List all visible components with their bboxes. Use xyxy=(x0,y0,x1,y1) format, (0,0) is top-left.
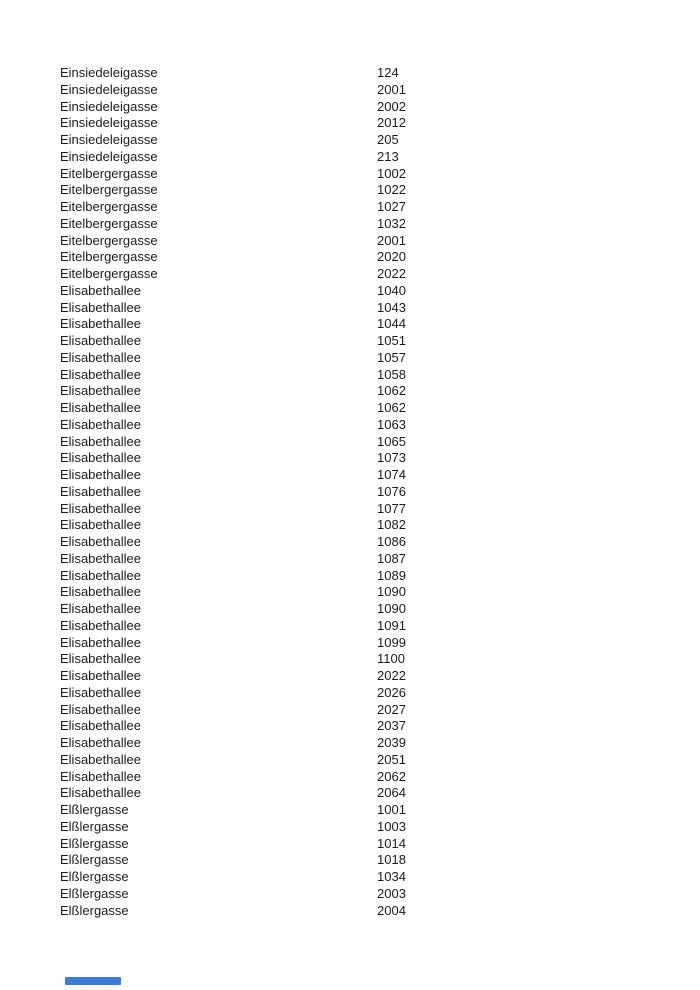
number-cell: 1027 xyxy=(377,199,406,214)
table-row xyxy=(60,869,406,886)
table-row xyxy=(60,416,406,434)
number-cell: 2012 xyxy=(377,115,406,131)
table-row xyxy=(60,299,406,317)
number-cell: 1082 xyxy=(377,517,406,533)
table-row xyxy=(60,584,406,601)
number-cell: 1091 xyxy=(377,617,406,633)
street-name-cell: Eitelbergergasse xyxy=(60,182,158,198)
table-row xyxy=(60,165,406,183)
number-cell: 205 xyxy=(377,132,399,147)
street-name-cell: Elßlergasse xyxy=(60,818,129,834)
number-cell: 1086 xyxy=(377,534,406,549)
number-cell: 1073 xyxy=(377,450,406,466)
number-cell: 1063 xyxy=(377,416,406,432)
street-name-cell: Elisabethallee xyxy=(60,517,141,533)
table-row xyxy=(60,366,406,384)
street-name-cell: Elisabethallee xyxy=(60,718,141,734)
number-cell: 1090 xyxy=(377,584,406,600)
number-cell: 1003 xyxy=(377,818,406,834)
street-name-cell: Elßlergasse xyxy=(60,902,129,918)
number-cell: 1074 xyxy=(377,467,406,482)
number-cell: 1032 xyxy=(377,215,406,231)
street-name-cell: Elisabethallee xyxy=(60,316,141,332)
number-cell: 2004 xyxy=(377,902,406,918)
table-row xyxy=(60,802,406,819)
table-row xyxy=(60,433,406,451)
street-name-cell: Elisabethallee xyxy=(60,601,141,616)
street-name-cell: Eitelbergergasse xyxy=(60,266,158,281)
number-cell: 124 xyxy=(377,65,399,80)
number-cell: 1062 xyxy=(377,383,406,399)
street-name-cell: Elisabethallee xyxy=(60,668,141,683)
table-row xyxy=(60,182,406,199)
table-row xyxy=(60,316,406,333)
street-name-cell: Einsiedeleigasse xyxy=(60,148,158,164)
table-row xyxy=(60,349,406,367)
table-row xyxy=(60,132,399,149)
table-row xyxy=(60,668,406,685)
street-name-cell: Elisabethallee xyxy=(60,450,141,466)
number-cell: 1034 xyxy=(377,869,406,884)
street-name-cell: Elßlergasse xyxy=(60,885,129,901)
table-row xyxy=(60,567,406,585)
number-cell: 1022 xyxy=(377,182,406,198)
number-cell: 1089 xyxy=(377,567,406,583)
street-name-cell: Eitelbergergasse xyxy=(60,249,158,265)
street-name-cell: Elisabethallee xyxy=(60,483,141,499)
table-row xyxy=(60,534,406,551)
table-row xyxy=(60,81,406,99)
street-name-cell: Elisabethallee xyxy=(60,584,141,600)
street-name-cell: Elßlergasse xyxy=(60,835,129,851)
number-cell: 2022 xyxy=(377,668,406,683)
table-row xyxy=(60,148,399,166)
table-row xyxy=(60,483,406,501)
street-name-cell: Elisabethallee xyxy=(60,333,141,348)
street-name-cell: Elßlergasse xyxy=(60,852,129,868)
table-row xyxy=(60,266,406,283)
table-row xyxy=(60,768,406,786)
street-name-cell: Elisabethallee xyxy=(60,768,141,784)
number-cell: 2001 xyxy=(377,81,406,97)
number-cell: 1058 xyxy=(377,366,406,382)
number-cell: 1065 xyxy=(377,433,406,449)
number-cell: 1002 xyxy=(377,165,406,181)
street-name-cell: Elßlergasse xyxy=(60,869,129,884)
table-row xyxy=(60,199,406,216)
table-row xyxy=(60,65,399,82)
street-name-cell: Einsiedeleigasse xyxy=(60,115,158,131)
street-name-cell: Elisabethallee xyxy=(60,349,141,365)
table-row xyxy=(60,718,406,735)
street-name-cell: Eitelbergergasse xyxy=(60,232,158,248)
table-row xyxy=(60,282,406,300)
street-name-cell: Eitelbergergasse xyxy=(60,199,158,214)
street-name-cell: Elisabethallee xyxy=(60,366,141,382)
street-name-cell: Elisabethallee xyxy=(60,416,141,432)
number-cell: 1014 xyxy=(377,835,406,851)
number-cell: 2026 xyxy=(377,684,406,700)
street-name-cell: Elisabethallee xyxy=(60,500,141,516)
table-row xyxy=(60,751,406,769)
table-row xyxy=(60,232,406,250)
street-name-cell: Elisabethallee xyxy=(60,433,141,449)
number-cell: 2001 xyxy=(377,232,406,248)
street-name-cell: Elisabethallee xyxy=(60,617,141,633)
street-name-cell: Elisabethallee xyxy=(60,684,141,700)
table-row xyxy=(60,215,406,233)
table-row xyxy=(60,383,406,400)
number-cell: 2003 xyxy=(377,885,406,901)
table-row xyxy=(60,249,406,266)
number-cell: 2022 xyxy=(377,266,406,281)
table-row xyxy=(60,450,406,467)
street-name-cell: Elisabethallee xyxy=(60,467,141,482)
table-row xyxy=(60,98,406,116)
street-name-cell: Elßlergasse xyxy=(60,802,129,817)
table-row xyxy=(60,601,406,618)
number-cell: 2027 xyxy=(377,701,406,717)
number-cell: 2020 xyxy=(377,249,406,265)
table-row xyxy=(60,684,406,702)
table-row xyxy=(60,400,406,417)
number-cell: 1100 xyxy=(377,651,405,667)
number-cell: 1099 xyxy=(377,634,406,650)
street-name-cell: Eitelbergergasse xyxy=(60,215,158,231)
number-cell: 1044 xyxy=(377,316,406,332)
table-row xyxy=(60,550,406,568)
street-name-cell: Einsiedeleigasse xyxy=(60,98,158,114)
street-name-cell: Elisabethallee xyxy=(60,701,141,717)
table-row xyxy=(60,852,406,869)
number-cell: 213 xyxy=(377,148,399,164)
table-row xyxy=(60,617,406,635)
street-name-cell: Einsiedeleigasse xyxy=(60,81,158,97)
street-name-cell: Elisabethallee xyxy=(60,534,141,549)
street-name-cell: Elisabethallee xyxy=(60,282,141,298)
table-row xyxy=(60,885,406,903)
number-cell: 1076 xyxy=(377,483,406,499)
number-cell: 2064 xyxy=(377,785,406,801)
footer-indicator-bar xyxy=(65,977,121,985)
number-cell: 2039 xyxy=(377,735,406,750)
street-name-cell: Elisabethallee xyxy=(60,634,141,650)
street-name-cell: Einsiedeleigasse xyxy=(60,65,158,80)
number-cell: 1040 xyxy=(377,282,406,298)
number-cell: 1062 xyxy=(377,400,406,415)
table-row xyxy=(60,500,406,518)
number-cell: 2002 xyxy=(377,98,406,114)
number-cell: 1090 xyxy=(377,601,406,616)
table-row xyxy=(60,651,405,668)
street-number-list xyxy=(60,65,406,919)
table-row xyxy=(60,467,406,484)
table-row xyxy=(60,785,406,802)
number-cell: 1018 xyxy=(377,852,406,868)
number-cell: 1043 xyxy=(377,299,406,315)
number-cell: 1001 xyxy=(377,802,406,817)
street-name-cell: Elisabethallee xyxy=(60,751,141,767)
number-cell: 1051 xyxy=(377,333,406,348)
table-row xyxy=(60,735,406,752)
street-name-cell: Elisabethallee xyxy=(60,785,141,801)
table-row xyxy=(60,115,406,132)
number-cell: 1077 xyxy=(377,500,406,516)
number-cell: 1087 xyxy=(377,550,406,566)
table-row xyxy=(60,517,406,534)
table-row xyxy=(60,701,406,719)
number-cell: 2062 xyxy=(377,768,406,784)
number-cell: 2037 xyxy=(377,718,406,734)
number-cell: 2051 xyxy=(377,751,406,767)
table-row xyxy=(60,818,406,836)
table-row xyxy=(60,634,406,652)
street-name-cell: Elisabethallee xyxy=(60,299,141,315)
street-name-cell: Elisabethallee xyxy=(60,735,141,750)
street-name-cell: Elisabethallee xyxy=(60,651,141,667)
number-cell: 1057 xyxy=(377,349,406,365)
table-row xyxy=(60,835,406,853)
street-name-cell: Elisabethallee xyxy=(60,550,141,566)
street-name-cell: Einsiedeleigasse xyxy=(60,132,158,147)
street-name-cell: Elisabethallee xyxy=(60,383,141,399)
table-row xyxy=(60,902,406,920)
street-name-cell: Elisabethallee xyxy=(60,400,141,415)
street-name-cell: Elisabethallee xyxy=(60,567,141,583)
table-row xyxy=(60,333,406,350)
street-name-cell: Eitelbergergasse xyxy=(60,165,158,181)
